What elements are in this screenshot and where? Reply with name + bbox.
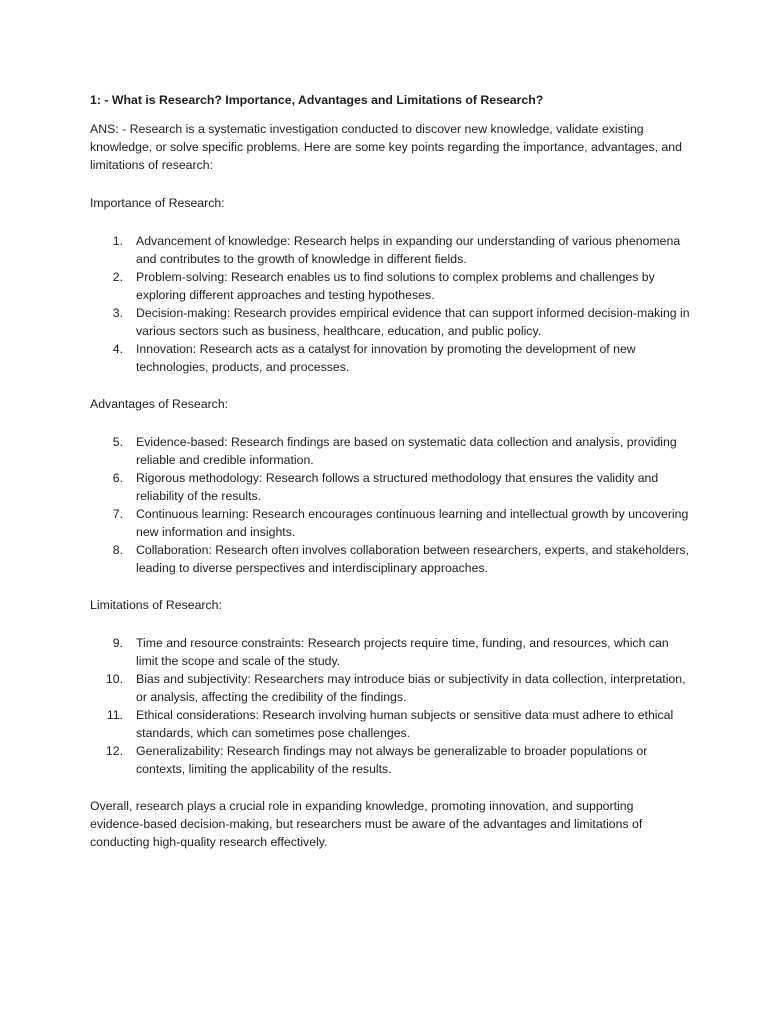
conclusion-paragraph: Overall, research plays a crucial role in expanding knowledge, promoting innovation, and supporting evidence-based decision-making, but researchers must be aware of the advantages and limitations of conducting high-quality research effectively. — [90, 799, 643, 849]
list-text: Ethical considerations: Research involving human subjects or sensitive data must adhere to ethical standards, which can sometimes pose challenges. — [136, 708, 674, 740]
advantages-list — [90, 433, 690, 577]
list-item — [90, 304, 690, 340]
question-title: 1: - What is Research? Importance, Advantages and Limitations of Research? — [90, 93, 544, 107]
limitations-heading: Limitations of Research: — [90, 598, 222, 612]
importance-list — [90, 232, 690, 376]
list-number: 10. — [105, 672, 123, 686]
list-text: Generalizability: Research findings may not always be generalizable to broader populations or contexts, limiting the applicability of the results. — [136, 744, 648, 776]
list-item — [90, 469, 690, 505]
list-number: 8. — [112, 543, 123, 557]
list-text: Time and resource constraints: Research projects require time, funding, and resources, which can limit the scope and scale of the study. — [136, 636, 669, 668]
list-item — [90, 742, 690, 778]
list-text: Problem-solving: Research enables us to find solutions to complex problems and challenges by exploring different approaches and testing hypotheses. — [136, 270, 655, 302]
list-number: 3. — [112, 306, 123, 320]
advantages-heading: Advantages of Research: — [90, 397, 229, 411]
list-text: Evidence-based: Research findings are based on systematic data collection and analysis, providing reliable and credible information. — [136, 435, 677, 467]
list-item — [90, 670, 690, 706]
list-item — [90, 505, 690, 541]
list-text: Bias and subjectivity: Researchers may introduce bias or subjectivity in data collection, interpretation, or analysis, affecting the credibility of the findings. — [136, 672, 686, 704]
limitations-list — [90, 634, 690, 778]
list-number: 11. — [106, 708, 123, 722]
list-item — [90, 634, 690, 670]
list-item — [90, 268, 690, 304]
list-number: 12. — [105, 744, 123, 758]
list-item — [90, 232, 690, 268]
list-number: 5. — [112, 435, 123, 449]
document-page — [90, 91, 690, 851]
importance-heading: Importance of Research: — [90, 196, 225, 210]
list-number: 2. — [112, 270, 123, 284]
list-text: Rigorous methodology: Research follows a structured methodology that ensures the validity and reliability of the results. — [136, 471, 659, 503]
list-number: 6. — [112, 471, 123, 485]
list-item — [90, 706, 690, 742]
list-number: 4. — [112, 342, 123, 356]
list-text: Continuous learning: Research encourages continuous learning and intellectual growth by uncovering new information and insights. — [136, 507, 689, 539]
list-item — [90, 340, 690, 376]
list-text: Decision-making: Research provides empirical evidence that can support informed decision-making in various sectors such as business, healthcare, education, and public policy. — [136, 306, 690, 338]
list-item — [90, 541, 690, 577]
list-item — [90, 433, 690, 469]
list-number: 9. — [112, 636, 123, 650]
list-number: 1. — [112, 234, 123, 248]
answer-intro: ANS: - Research is a systematic investigation conducted to discover new knowledge, validate existing knowledge, or solve specific problems. Here are some key points regarding the importance, advantages, and limitations of research: — [90, 122, 682, 172]
list-text: Innovation: Research acts as a catalyst for innovation by promoting the development of new technologies, products, and processes. — [136, 342, 636, 374]
list-number: 7. — [112, 507, 123, 521]
list-text: Advancement of knowledge: Research helps in expanding our understanding of various phenomena and contributes to the growth of knowledge in different fields. — [136, 234, 681, 266]
list-text: Collaboration: Research often involves collaboration between researchers, experts, and stakeholders, leading to diverse perspectives and interdisciplinary approaches. — [136, 543, 689, 575]
